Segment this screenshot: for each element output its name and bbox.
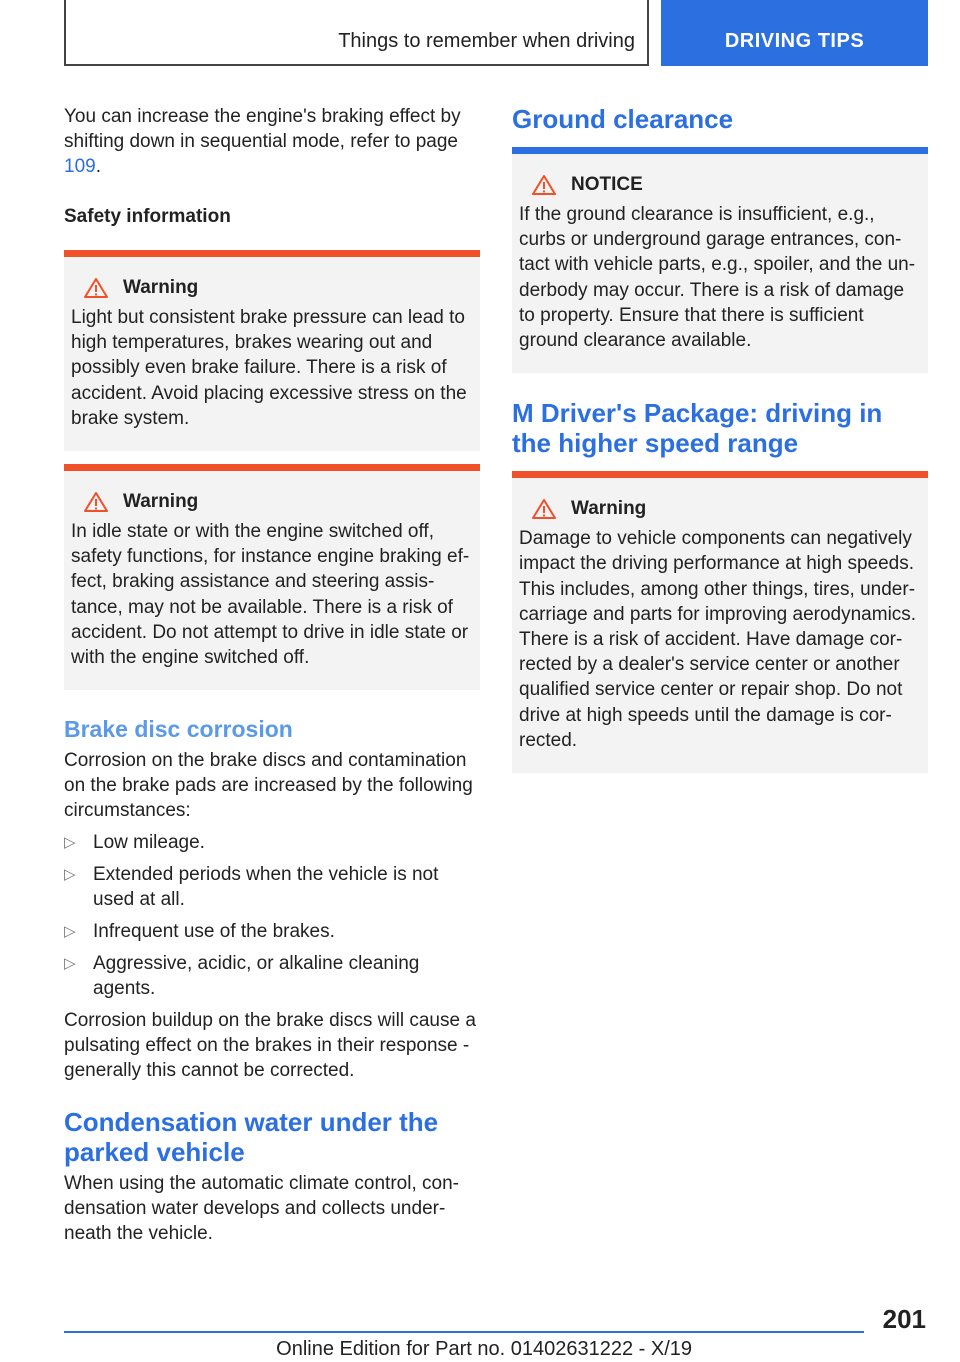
list-item: ▷ Aggressive, acidic, or alkaline cleaning agents.: [64, 953, 420, 1000]
warning-label: Warning: [123, 491, 199, 513]
warning-box-high-speed: [512, 471, 928, 773]
page-link[interactable]: 109: [64, 156, 96, 177]
condensation-heading: Condensation water under the parked vehicle: [64, 1107, 439, 1168]
page-number: 201: [882, 1304, 926, 1334]
bullet-arrow-icon: ▷: [64, 834, 76, 852]
safety-heading: Safety information: [64, 206, 231, 227]
intro-end: .: [95, 156, 101, 177]
intro-paragraph: [64, 104, 480, 179]
left-column: [64, 104, 480, 1246]
corrosion-intro: Corrosion on the brake discs and contamination on the brake pads are increased by the following circumstances:: [64, 750, 473, 822]
notice-box-ground-clearance: [512, 147, 928, 373]
corrosion-outro: Corrosion buildup on the brake discs will cause a pulsating effect on the brakes in their response - generally this cannot be corrected.: [64, 1010, 476, 1082]
warning-title-row: [83, 491, 473, 513]
bullet-arrow-icon: ▷: [64, 866, 76, 884]
warning-title-row: [83, 277, 473, 299]
package-heading: M Driver's Package: driving in the higher speed range: [512, 398, 883, 459]
warning-triangle-icon: [83, 277, 109, 299]
list-item: ▷ Infrequent use of the brakes.: [64, 921, 335, 943]
notice-label: NOTICE: [571, 174, 643, 195]
warning-label: Warning: [123, 277, 199, 298]
header-section-box: [64, 0, 649, 66]
corrosion-list: [64, 830, 480, 1001]
warning-triangle-icon: [531, 498, 557, 520]
corrosion-heading: Brake disc corrosion: [64, 716, 293, 743]
footer-edition: Online Edition for Part no. 01402631222 - X/19: [276, 1338, 692, 1360]
warning-text: In idle state or with the engine switched off, safety functions, for instance engine braking effect, braking assistance and steering assistance, may not be available. There is a risk of accident. Do not attempt to drive in idle state or with the engine switched off.: [71, 521, 470, 669]
right-column: [512, 104, 928, 773]
notice-text: If the ground clearance is insufficient, e.g., curbs or underground garage entrances, contact with vehicle parts, e.g., spoiler, and the underbody may occur. There is a risk of damage to property. Ensure that there is sufficient ground clearance available.: [519, 204, 916, 352]
ground-clearance-heading: Ground clearance: [512, 104, 734, 134]
footer-divider: [64, 1331, 864, 1333]
warning-title-row: [531, 498, 921, 520]
notice-title-row: [531, 174, 921, 196]
bullet-arrow-icon: ▷: [64, 955, 76, 973]
header-chapter-label: DRIVING TIPS: [724, 30, 865, 52]
page-header: [64, 0, 928, 66]
header-chapter-tab[interactable]: [661, 0, 928, 66]
list-item: ▷ Extended periods when the vehicle is not used at all.: [64, 864, 439, 911]
bullet-arrow-icon: ▷: [64, 923, 76, 941]
intro-text: You can increase the engine's braking effect by shifting down in sequential mode, refer to page: [64, 106, 461, 152]
warning-triangle-icon: [83, 491, 109, 513]
warning-box-idle-state: [64, 464, 480, 690]
list-item: ▷ Low mileage.: [64, 832, 205, 854]
warning-box-brake-pressure: [64, 250, 480, 451]
warning-label: Warning: [571, 498, 647, 520]
header-section-title: Things to remember when driving: [338, 30, 635, 52]
warning-text: Damage to vehicle components can negatively impact the driving performance at high speeds. This includes, among other things, tires, undercarriage and parts for improving aerodynamics. There is a risk of accident. Have damage corrected by a dealer's service center or another qualified service center or repair shop. Do not drive at high speeds until the damage is corrected.: [519, 528, 917, 751]
condensation-text: When using the automatic climate control, condensation water develops and collects underneath the vehicle.: [64, 1173, 459, 1245]
notice-triangle-icon: [531, 174, 557, 196]
warning-text: Light but consistent brake pressure can lead to high temperatures, brakes wearing out and possibly even brake failure. There is a risk of accident. Avoid placing excessive stress on the brake system.: [71, 307, 467, 429]
